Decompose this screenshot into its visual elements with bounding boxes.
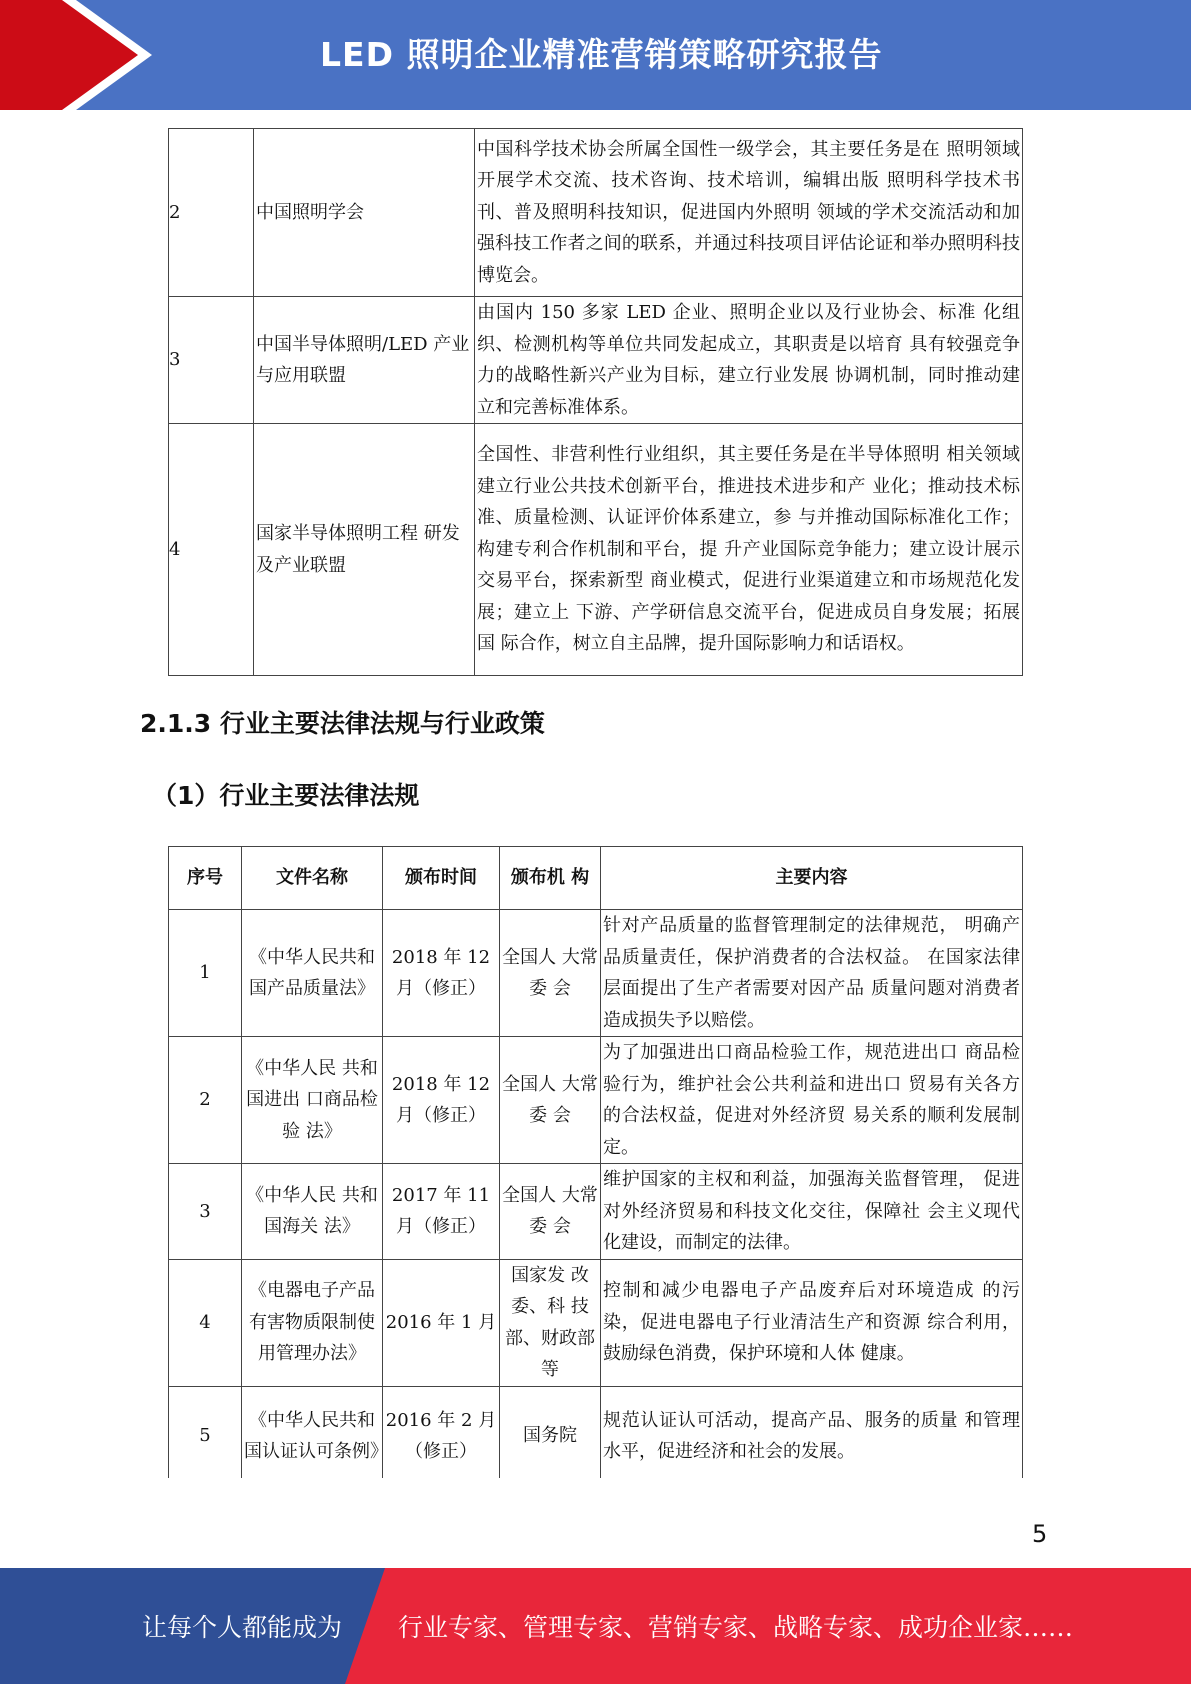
law-org: 全国人 大常委 会 bbox=[500, 910, 601, 1037]
law-content: 控制和减少电器电子产品废弃后对环境造成 的污染，促进电器电子行业清洁生产和资源 综合利用，鼓励绿色消费，保护环境和人体 健康。 bbox=[601, 1259, 1023, 1386]
page-header bbox=[0, 0, 1191, 110]
org-name: 中国半导体照明/LED 产业与应用联盟 bbox=[254, 297, 475, 424]
col-header-content: 主要内容 bbox=[601, 847, 1023, 910]
table-row bbox=[169, 424, 1023, 676]
org-description: 中国科学技术协会所属全国性一级学会，其主要任务是在 照明领域开展学术交流、技术咨询、技术培训，编辑出版 照明科学技术书刊、普及照明科技知识，促进国内外照明 领域的学术交流活动和加强科技工作者之间的联系，并通过科技项目评估论证和举办照明科技博览会。 bbox=[475, 129, 1023, 297]
section-heading: 2.1.3 行业主要法律法规与行业政策 bbox=[140, 709, 545, 738]
header-red-chevron bbox=[0, 0, 150, 110]
law-date: 2016 年 2 月（修正） bbox=[383, 1386, 500, 1486]
row-number: 3 bbox=[169, 297, 254, 424]
law-date: 2018 年 12 月（修正） bbox=[383, 910, 500, 1037]
table-row bbox=[169, 1164, 1023, 1260]
org-description: 全国性、非营利性行业组织，其主要任务是在半导体照明 相关领域建立行业公共技术创新平台，推进技术进步和产 业化；推动技术标准、质量检测、认证评价体系建立，参 与并推动国际标准化工作；构建专利合作机制和平台，提 升产业国际竞争能力；建立设计展示交易平台，探索新型 商业模式，促进行业渠道建立和市场规范化发展；建立上 下游、产学研信息交流平台，促进成员自身发展；拓展国 际合作，树立自主品牌，提升国际影响力和话语权。 bbox=[475, 424, 1023, 676]
table-row bbox=[169, 1386, 1023, 1486]
subsection-heading: （1）行业主要法律法规 bbox=[152, 781, 420, 810]
law-content: 为了加强进出口商品检验工作，规范进出口 商品检验行为，维护社会公共利益和进出口 贸易有关各方的合法权益，促进对外经济贸 易关系的顺利发展制定。 bbox=[601, 1037, 1023, 1164]
table-row bbox=[169, 297, 1023, 424]
association-table bbox=[168, 128, 1023, 676]
page-break-mask bbox=[150, 1478, 1050, 1538]
org-name: 中国照明学会 bbox=[254, 129, 475, 297]
law-org: 全国人 大常委 会 bbox=[500, 1037, 601, 1164]
col-header-date: 颁布时间 bbox=[383, 847, 500, 910]
law-date: 2018 年 12 月（修正） bbox=[383, 1037, 500, 1164]
table-row bbox=[169, 1259, 1023, 1386]
row-number: 2 bbox=[169, 129, 254, 297]
law-content: 针对产品质量的监督管理制定的法律规范， 明确产品质量责任，保护消费者的合法权益。 在国家法律层面提出了生产者需要对因产品 质量问题对消费者造成损失予以赔偿。 bbox=[601, 910, 1023, 1037]
row-number: 4 bbox=[169, 424, 254, 676]
table-header-row bbox=[169, 847, 1023, 910]
footer-slogan-right: 行业专家、管理专家、营销专家、战略专家、成功企业家…… bbox=[398, 1613, 1074, 1642]
page-number: 5 bbox=[1032, 1520, 1048, 1548]
law-name: 《中华人民 共和国进出 口商品检验 法》 bbox=[242, 1037, 383, 1164]
row-number: 5 bbox=[169, 1386, 242, 1486]
table-row bbox=[169, 129, 1023, 297]
row-number: 2 bbox=[169, 1037, 242, 1164]
table-row bbox=[169, 1037, 1023, 1164]
law-org: 全国人 大常委 会 bbox=[500, 1164, 601, 1260]
law-content: 维护国家的主权和利益，加强海关监督管理， 促进对外经济贸易和科技文化交往，保障社 会主义现代化建设，而制定的法律。 bbox=[601, 1164, 1023, 1260]
law-name: 《中华人民 共和国海关 法》 bbox=[242, 1164, 383, 1260]
law-org: 国家发 改委、科 技部、财政部等 bbox=[500, 1259, 601, 1386]
footer-slogan-left: 让每个人都能成为 bbox=[142, 1613, 343, 1642]
law-org: 国务院 bbox=[500, 1386, 601, 1486]
org-description: 由国内 150 多家 LED 企业、照明企业以及行业协会、标准 化组织、检测机构等单位共同发起成立，其职责是以培育 具有较强竞争力的战略性新兴产业为目标，建立行业发展 协调机制，同时推动建立和完善标准体系。 bbox=[475, 297, 1023, 424]
row-number: 1 bbox=[169, 910, 242, 1037]
col-header-name: 文件名称 bbox=[242, 847, 383, 910]
law-name: 《中华人民共和国认证认可条例》 bbox=[242, 1386, 383, 1486]
law-name: 《电器电子产品有害物质限制使用管理办法》 bbox=[242, 1259, 383, 1386]
law-date: 2016 年 1 月 bbox=[383, 1259, 500, 1386]
col-header-org: 颁布机 构 bbox=[500, 847, 601, 910]
row-number: 4 bbox=[169, 1259, 242, 1386]
col-header-number: 序号 bbox=[169, 847, 242, 910]
law-date: 2017 年 11 月（修正） bbox=[383, 1164, 500, 1260]
law-content: 规范认证认可活动，提高产品、服务的质量 和管理水平，促进经济和社会的发展。 bbox=[601, 1386, 1023, 1486]
law-name: 《中华人民共和国产品质量法》 bbox=[242, 910, 383, 1037]
laws-table bbox=[168, 846, 1023, 1487]
row-number: 3 bbox=[169, 1164, 242, 1260]
org-name: 国家半导体照明工程 研发及产业联盟 bbox=[254, 424, 475, 676]
table-row bbox=[169, 910, 1023, 1037]
report-title: LED 照明企业精准营销策略研究报告 bbox=[320, 35, 883, 74]
page-footer bbox=[0, 1568, 1191, 1684]
